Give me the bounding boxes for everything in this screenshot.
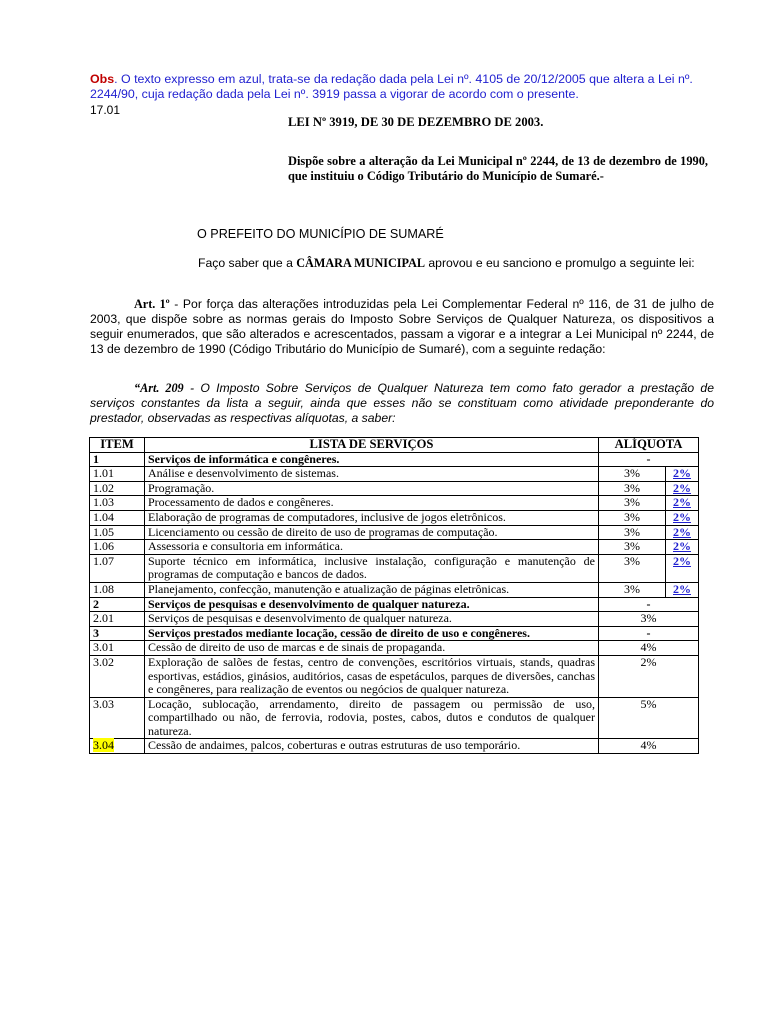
table-header-row [90, 438, 699, 453]
item-code-text: 3.01 [93, 640, 114, 655]
item-code-text: 1.03 [93, 495, 114, 510]
row-new-rate [666, 467, 699, 482]
row-description: Cessão de andaimes, palcos, coberturas e outras estruturas de uso temporário. [145, 739, 599, 754]
header-services: LISTA DE SERVIÇOS [145, 438, 599, 453]
row-item-code [90, 525, 145, 540]
table-row [90, 525, 699, 540]
table-row [90, 540, 699, 555]
row-rate: 4% [599, 739, 699, 754]
header-rate: ALÍQUOTA [599, 438, 699, 453]
row-new-rate [666, 496, 699, 511]
row-item-code [90, 739, 145, 754]
row-description: Serviços prestados mediante locação, cessão de direito de uso e congêneres. [145, 626, 599, 641]
row-item-code [90, 481, 145, 496]
row-item-code [90, 697, 145, 739]
law-summary: Dispõe sobre a alteração da Lei Municipal nº 2244, de 13 de dezembro de 1990, que instituiu o Código Tributário do Município de Sumaré.- [288, 154, 708, 183]
row-item-code [90, 626, 145, 641]
row-new-rate [666, 540, 699, 555]
row-new-rate [666, 481, 699, 496]
observation-note [90, 72, 710, 102]
law-title: LEI Nº 3919, DE 30 DE DEZEMBRO DE 2003. [288, 115, 544, 129]
new-rate-link[interactable]: 2% [673, 581, 691, 596]
row-description: Serviços de pesquisas e desenvolvimento de qualquer natureza. [145, 597, 599, 612]
table-group-row [90, 452, 699, 467]
article-1-text: - Por força das alterações introduzidas pela Lei Complementar Federal nº 116, de 31 de julho de 2003, que dispõe sobre as normas gerais do Imposto Sobre Serviços de Qualquer Natureza, os dispositivos a seguir enumerados, que são alterados e acrescentados, passam a vigorar e a integrar a Lei Municipal nº 2244, de 13 de dezembro de 1990 (Código Tributário do Município de Sumaré), com a seguinte redação: [90, 297, 714, 356]
item-code-text: 2 [93, 596, 99, 611]
row-rate: - [599, 626, 699, 641]
table-row [90, 582, 699, 597]
row-rate: 3% [599, 467, 666, 482]
row-item-code [90, 655, 145, 697]
article-209-text: - O Imposto Sobre Serviços de Qualquer Natureza tem como fato gerador a prestação de serviços constantes da lista a seguir, ainda que esses não se constituam como atividade preponderante do prestador, observadas as respectivas alíquotas, a saber: [90, 381, 714, 425]
row-rate: 3% [599, 525, 666, 540]
row-description: Serviços de informática e congêneres. [145, 452, 599, 467]
row-description: Cessão de direito de uso de marcas e de sinais de propaganda. [145, 641, 599, 656]
table-group-row [90, 597, 699, 612]
row-description: Processamento de dados e congêneres. [145, 496, 599, 511]
new-rate-link[interactable]: 2% [673, 539, 691, 554]
table-row [90, 496, 699, 511]
row-rate: 2% [599, 655, 699, 697]
enactment-text-after: aprovou e eu sanciono e promulgo a seguinte lei: [425, 256, 695, 270]
table-row [90, 655, 699, 697]
item-code-text: 1.02 [93, 480, 114, 495]
row-description: Exploração de salões de festas, centro de convenções, escritórios virtuais, stands, quadras esportivas, estádios, ginásios, auditórios, casas de espetáculos, parques de diversões, canchas e congêneres, para realização de eventos ou negócios de qualquer natureza. [145, 655, 599, 697]
article-1-paragraph [90, 297, 714, 357]
table-body [90, 452, 699, 753]
article-209-label: “Art. 209 [134, 381, 184, 395]
item-code-text: 3 [93, 625, 99, 640]
table-row [90, 554, 699, 582]
item-code-text: 1.04 [93, 509, 114, 524]
row-description: Programação. [145, 481, 599, 496]
services-table [89, 437, 699, 754]
row-rate: 3% [599, 496, 666, 511]
row-description: Análise e desenvolvimento de sistemas. [145, 467, 599, 482]
new-rate-link[interactable]: 2% [673, 509, 691, 524]
item-code-text: 3.03 [93, 696, 114, 711]
row-rate: 3% [599, 554, 666, 582]
row-description: Suporte técnico em informática, inclusive instalação, configuração e manutenção de programas de computação e bancos de dados. [145, 554, 599, 582]
row-rate: 3% [599, 540, 666, 555]
item-code-text: 3.02 [93, 654, 114, 669]
row-rate: - [599, 452, 699, 467]
row-new-rate [666, 525, 699, 540]
row-item-code [90, 510, 145, 525]
table-group-row [90, 626, 699, 641]
row-description: Licenciamento ou cessão de direito de uso de programas de computação. [145, 525, 599, 540]
article-1-label: Art. 1º [134, 297, 170, 311]
article-209-paragraph [90, 381, 714, 426]
row-rate: 3% [599, 582, 666, 597]
item-code-text: 1.07 [93, 553, 114, 568]
table-row [90, 612, 699, 627]
item-code-text: 1.06 [93, 539, 114, 554]
table-row [90, 697, 699, 739]
row-item-code [90, 540, 145, 555]
document-code: 17.01 [90, 103, 121, 117]
row-item-code [90, 641, 145, 656]
row-item-code [90, 467, 145, 482]
new-rate-link[interactable]: 2% [673, 480, 691, 495]
table-row [90, 739, 699, 754]
row-item-code [90, 554, 145, 582]
row-item-code [90, 582, 145, 597]
council-name: CÂMARA MUNICIPAL [296, 256, 425, 270]
row-rate: 3% [599, 612, 699, 627]
row-description: Serviços de pesquisas e desenvolvimento de qualquer natureza. [145, 612, 599, 627]
row-description: Elaboração de programas de computadores, inclusive de jogos eletrônicos. [145, 510, 599, 525]
table-row [90, 481, 699, 496]
item-code-text: 1 [93, 451, 99, 466]
observation-label: Obs [90, 72, 115, 86]
row-description: Assessoria e consultoria em informática. [145, 540, 599, 555]
new-rate-link[interactable]: 2% [673, 495, 691, 510]
row-new-rate [666, 510, 699, 525]
mayor-heading: O PREFEITO DO MUNICÍPIO DE SUMARÉ [197, 227, 444, 241]
row-item-code [90, 496, 145, 511]
row-rate: 3% [599, 510, 666, 525]
row-rate: 5% [599, 697, 699, 739]
new-rate-link[interactable]: 2% [673, 466, 691, 481]
row-rate: 4% [599, 641, 699, 656]
table-row [90, 641, 699, 656]
row-new-rate [666, 554, 699, 582]
header-item: ITEM [90, 438, 145, 453]
table-row [90, 510, 699, 525]
new-rate-link[interactable]: 2% [673, 524, 691, 539]
enactment-paragraph [90, 256, 714, 271]
row-item-code [90, 452, 145, 467]
item-code-text: 1.08 [93, 581, 114, 596]
row-rate: - [599, 597, 699, 612]
item-code-text: 2.01 [93, 611, 114, 626]
item-code-text: 1.05 [93, 524, 114, 539]
new-rate-link[interactable]: 2% [673, 553, 691, 568]
observation-text: . O texto expresso em azul, trata-se da redação dada pela Lei nº. 4105 de 20/12/2005 que altera a Lei nº. 2244/90, cuja redação dada pela Lei nº. 3919 passa a vigorar de acordo com o presente. [90, 72, 693, 101]
row-description: Planejamento, confecção, manutenção e atualização de páginas eletrônicas. [145, 582, 599, 597]
item-code-text: 1.01 [93, 466, 114, 481]
row-item-code [90, 612, 145, 627]
row-description: Locação, sublocação, arrendamento, direito de passagem ou permissão de uso, compartilhado ou não, de ferrovia, rodovia, postes, cabos, dutos e condutos de qualquer natureza. [145, 697, 599, 739]
row-new-rate [666, 582, 699, 597]
item-code-text: 3.04 [93, 738, 114, 753]
row-rate: 3% [599, 481, 666, 496]
table-row [90, 467, 699, 482]
enactment-text-before: Faço saber que a [198, 256, 297, 270]
row-item-code [90, 597, 145, 612]
